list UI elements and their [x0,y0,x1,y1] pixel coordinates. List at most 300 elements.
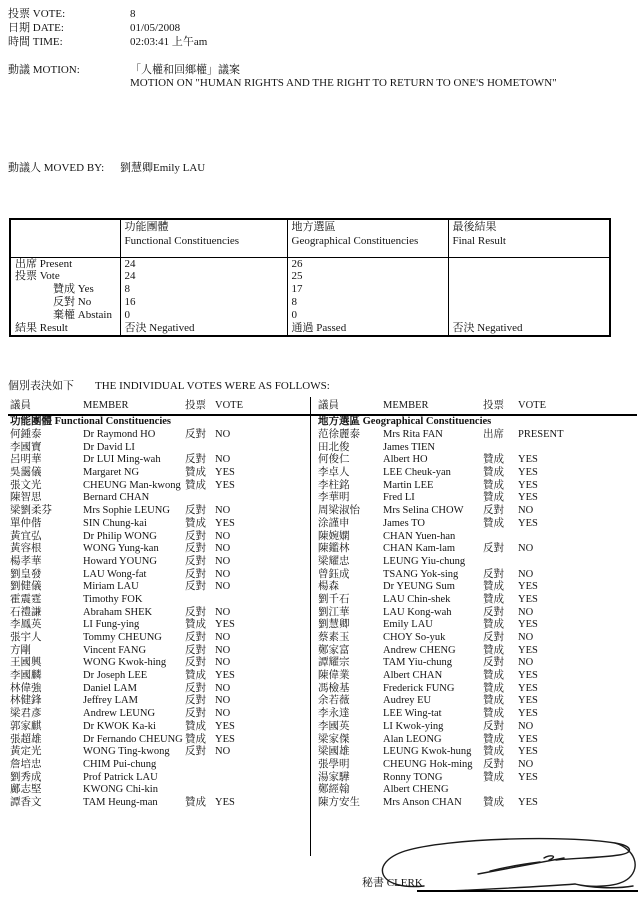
member-row [10,759,310,772]
member-name-zh: 余若薇 [318,695,350,707]
summary-cell-gc: 26 [287,257,448,270]
member-vote-zh: 反對 [185,695,206,707]
member-vote-zh: 出席 [483,429,504,440]
member-vote-zh [483,442,518,455]
member-vote-zh: 贊成 [483,644,504,656]
summary-cell-fc: 24 [120,257,287,270]
member-vote-en: YES [215,467,235,479]
member-vote-zh: 贊成 [483,492,504,504]
members-table [8,397,639,856]
member-col-header-en: MEMBER [83,400,129,411]
member-name-zh: 王國興 [10,657,42,669]
member-name-zh: 林健鋒 [10,695,42,707]
member-vote-en: NO [215,606,231,618]
member-row [318,759,639,772]
member-name-zh: 霍震霆 [10,593,42,605]
member-name-en: Bernard CHAN [83,492,150,504]
member-name-en: KWONG Chi-kin [83,784,158,796]
member-name-en: Albert CHAN [383,670,443,682]
member-name-en: CHIM Pui-chung [83,758,157,770]
date-label: 日期 DATE: [8,22,64,34]
member-name-en: Martin LEE [383,479,434,491]
member-vote-en: NO [215,454,231,466]
member-name-zh: 田北俊 [318,441,350,453]
member-name-zh: 劉慧卿 [318,619,350,631]
member-name-zh: 鄭家富 [318,644,350,656]
member-row [10,746,310,759]
member-row [10,429,310,442]
member-row [318,734,639,747]
geographical-members-list [318,429,639,810]
member-vote-en: NO [215,682,231,694]
summary-cell-gc: 25 [287,270,448,283]
member-vote-en [215,784,310,797]
member-row [10,670,310,683]
member-row [318,518,639,531]
member-vote-en [215,759,310,772]
member-row [10,632,310,645]
members-header-divider [8,414,637,416]
member-row [318,721,639,734]
member-name-en: LI Fung-ying [83,619,140,631]
moved-by-label: 動議人 MOVED BY: [8,162,105,174]
member-vote-zh: 反對 [185,746,206,758]
member-row [318,543,639,556]
member-name-zh: 馮檢基 [318,682,350,694]
summary-header-final: 最後結果 Final Result [448,219,610,257]
member-vote-en: YES [215,720,235,732]
member-vote-en: NO [215,543,231,555]
member-col-header-zh: 議員 [10,400,31,411]
member-row [318,581,639,594]
member-vote-en: NO [518,543,534,555]
member-name-zh: 陳鑑林 [318,543,350,555]
member-vote-en: YES [518,593,538,605]
date-value: 01/05/2008 [130,22,181,34]
member-vote-en [518,784,639,797]
summary-row [10,283,610,296]
member-vote-zh: 贊成 [483,467,504,479]
member-vote-en: NO [215,632,231,643]
member-vote-zh: 反對 [185,543,206,555]
member-row [10,797,310,810]
member-vote-zh: 贊成 [483,695,504,707]
member-vote-en: YES [518,746,538,758]
member-vote-zh: 反對 [185,657,206,669]
member-vote-en [215,594,310,607]
member-vote-en: YES [518,733,538,745]
member-vote-en: YES [518,771,538,783]
member-vote-en: YES [518,479,538,491]
motion-title [130,64,557,90]
member-name-en: Dr Fernando CHEUNG [83,733,183,745]
member-name-en: LEE Cheuk-yan [383,467,451,479]
member-vote-en: NO [215,657,231,669]
member-vote-zh: 反對 [185,581,206,593]
summary-row [10,270,610,283]
member-row [10,467,310,480]
member-vote-zh [185,759,215,772]
member-name-en: Vincent FANG [83,644,147,656]
member-name-zh: 陳智思 [10,492,42,504]
section-title-functional: 功能團體 Functional Constituencies [10,416,172,427]
member-row [10,480,310,493]
member-vote-en: YES [215,796,235,808]
summary-header-row [10,219,610,257]
member-row [10,492,310,505]
summary-row [10,296,610,309]
summary-cell-final [448,296,610,309]
member-name-en: Albert HO [383,454,428,466]
member-vote-en: NO [518,758,534,770]
member-name-en: Miriam LAU [83,581,139,593]
member-vote-zh: 贊成 [483,670,504,682]
member-name-zh: 李國寶 [10,441,42,453]
member-name-en: Dr David LI [83,441,135,453]
member-name-zh: 詹培忠 [10,758,42,770]
member-row [318,454,639,467]
member-vote-zh: 反對 [483,720,504,732]
summary-row-label: 棄權 Abstain [53,309,112,322]
member-vote-zh: 贊成 [185,720,206,732]
member-name-zh: 劉千石 [318,593,350,605]
member-vote-en: YES [518,517,538,529]
functional-members-list [10,429,310,810]
member-row [10,505,310,518]
members-right-header [318,397,639,414]
member-vote-zh [483,556,518,569]
member-name-zh: 李鳳英 [10,619,42,631]
member-name-zh: 陳偉業 [318,670,350,682]
member-name-en: Tommy CHEUNG [83,632,162,643]
member-row [318,480,639,493]
member-name-en: Fred LI [383,492,415,504]
member-vote-en: YES [215,517,235,529]
member-vote-en: NO [215,429,231,440]
member-name-en: Mrs Selina CHOW [383,505,464,517]
member-row [318,531,639,544]
member-row [318,505,639,518]
time-row [8,35,207,49]
member-vote-zh: 贊成 [185,796,206,808]
summary-header-empty [10,219,120,257]
member-col-header-en: MEMBER [383,400,429,411]
member-row [10,442,310,455]
member-vote-zh [185,594,215,607]
member-name-en: Dr Raymond HO [83,429,156,440]
members-left-header [10,397,310,414]
member-vote-zh [483,784,518,797]
member-vote-en [518,531,639,544]
moved-by-value: 劉慧卿Emily LAU [120,162,206,174]
member-row [10,708,310,721]
member-row [318,708,639,721]
summary-row-label: 結果 Result [15,322,68,335]
member-name-zh: 林偉強 [10,682,42,694]
member-vote-zh [185,442,215,455]
member-vote-en: YES [518,670,538,682]
member-vote-en: YES [518,581,538,593]
member-name-en: LAU Chin-shek [383,593,451,605]
member-name-en: James TIEN [383,441,436,453]
summary-cell-gc: 0 [287,309,448,322]
member-name-zh: 譚耀宗 [318,657,350,669]
member-name-zh: 石禮謙 [10,606,42,618]
member-name-en: Mrs Anson CHAN [383,796,462,808]
member-name-zh: 蔡素玉 [318,632,350,643]
member-name-en: Frederick FUNG [383,682,455,694]
vote-col-header-zh: 投票 [483,400,504,411]
member-name-zh: 呂明華 [10,454,42,466]
vote-info-block [8,7,207,49]
member-vote-zh: 反對 [185,555,206,567]
member-vote-en [215,772,310,785]
member-vote-zh: 反對 [483,543,504,555]
motion-block [8,64,557,90]
member-name-en: TSANG Yok-sing [383,568,459,580]
motion-title-en: MOTION ON "HUMAN RIGHTS AND THE RIGHT TO RETURN TO ONE'S HOMETOWN" [130,77,557,89]
member-vote-en: YES [518,454,538,466]
member-name-zh: 劉秀成 [10,771,42,783]
vote-col-header-zh: 投票 [185,400,206,411]
member-vote-zh: 反對 [185,568,206,580]
member-row [10,531,310,544]
summary-cell-fc: 0 [120,309,287,322]
member-name-en: Dr Philip WONG [83,530,157,542]
member-name-zh: 劉皇發 [10,568,42,580]
member-row [318,683,639,696]
member-vote-en: YES [518,492,538,504]
member-name-en: CHAN Yuen-han [383,530,456,542]
summary-cell-final [448,257,610,270]
member-name-en: Abraham SHEK [83,606,153,618]
member-vote-zh [185,492,215,505]
member-name-en: CHAN Kam-lam [383,543,456,555]
member-name-en: LEUNG Kwok-hung [383,746,472,758]
member-vote-en: NO [518,568,534,580]
member-col-header-zh: 議員 [318,400,339,411]
member-vote-zh: 贊成 [185,619,206,631]
member-row [318,657,639,670]
member-name-zh: 張學明 [318,758,350,770]
member-row [318,607,639,620]
summary-cell-fc: 24 [120,270,287,283]
summary-row-label: 贊成 Yes [53,283,94,296]
motion-label: 動議 MOTION: [8,64,80,76]
member-name-zh: 郭家麒 [10,720,42,732]
member-row [10,607,310,620]
member-vote-zh [483,531,518,544]
summary-header-geographical: 地方選區 Geographical Constituencies [287,219,448,257]
member-name-zh: 單仲偕 [10,517,42,529]
member-row [318,645,639,658]
summary-cell-final [448,309,610,322]
functional-constituencies-column [8,397,310,856]
member-vote-zh: 反對 [483,568,504,580]
member-name-zh: 何俊仁 [318,454,350,466]
member-name-zh: 鄭經翰 [318,784,350,796]
member-vote-zh: 贊成 [185,479,206,491]
member-name-en: WONG Kwok-hing [83,657,167,669]
moved-by-block [8,162,205,175]
member-vote-en: YES [518,682,538,694]
member-name-en: TAM Yiu-chung [383,657,453,669]
member-name-en: Andrew LEUNG [83,708,156,720]
member-name-zh: 梁君彥 [10,708,42,720]
member-name-zh: 李卓人 [318,467,350,479]
vote-number-row [8,7,207,21]
member-name-en: CHEUNG Hok-ming [383,758,473,770]
member-vote-en: YES [215,479,235,491]
member-row [10,721,310,734]
member-name-en: Ronny TONG [383,771,443,783]
member-name-en: LAU Kong-wah [383,606,452,618]
member-name-en: Alan LEONG [383,733,442,745]
member-vote-zh: 反對 [483,758,504,770]
clerk-label: 秘書 CLERK [362,877,423,889]
member-vote-en: YES [215,619,235,631]
member-vote-en: YES [215,670,235,682]
member-row [318,429,639,442]
member-vote-zh: 贊成 [483,682,504,694]
date-row [8,21,207,35]
member-vote-en: NO [215,581,231,593]
member-name-en: LEUNG Yiu-chung [383,555,466,567]
member-name-zh: 張超雄 [10,733,42,745]
member-row [10,518,310,531]
summary-row-label: 反對 No [53,296,92,309]
member-row [10,543,310,556]
member-row [318,619,639,632]
summary-row [10,322,610,336]
member-vote-zh: 贊成 [483,746,504,758]
member-name-en: Prof Patrick LAU [83,771,158,783]
member-vote-en: NO [215,644,231,656]
member-row [318,569,639,582]
member-name-zh: 方剛 [10,644,31,656]
member-name-en: Audrey EU [383,695,432,707]
member-name-zh: 周梁淑怡 [318,505,360,517]
vote-number-label: 投票 VOTE: [8,8,66,20]
member-vote-en: NO [518,720,534,732]
member-vote-en: YES [518,644,538,656]
member-row [318,442,639,455]
member-name-zh: 楊孝華 [10,555,42,567]
member-name-en: WONG Yung-kan [83,543,159,555]
member-vote-en: NO [518,657,534,669]
member-row [10,594,310,607]
member-vote-zh: 反對 [185,682,206,694]
member-name-en: LAU Wong-fat [83,568,147,580]
member-vote-en: PRESENT [518,429,564,440]
member-vote-zh: 反對 [185,505,206,517]
member-row [10,454,310,467]
vote-number-value: 8 [130,8,136,20]
member-name-en: LEE Wing-tat [383,708,442,720]
individual-votes-caption [8,380,330,393]
member-vote-en: NO [215,555,231,567]
member-name-en: Margaret NG [83,467,140,479]
member-name-zh: 李國麟 [10,670,42,682]
member-row [318,492,639,505]
motion-title-zh: 「人權和回鄉權」議案 [130,64,240,76]
member-vote-zh: 反對 [483,632,504,643]
summary-header-functional: 功能團體 Functional Constituencies [120,219,287,257]
member-vote-en: NO [518,632,534,643]
summary-table [9,218,611,337]
member-vote-zh: 贊成 [185,467,206,479]
member-name-zh: 何鍾泰 [10,429,42,440]
member-vote-en: NO [518,606,534,618]
member-name-zh: 梁家傑 [318,733,350,745]
member-name-en: CHEUNG Man-kwong [83,479,181,491]
member-vote-zh: 贊成 [185,670,206,682]
member-vote-en: YES [518,708,538,720]
member-row [10,556,310,569]
member-name-zh: 范徐麗泰 [318,429,360,440]
member-vote-en [518,442,639,455]
summary-row-label: 出席 Present [15,257,73,270]
member-name-zh: 李柱銘 [318,479,350,491]
summary-cell-gc: 8 [287,296,448,309]
time-label: 時間 TIME: [8,36,63,48]
member-row [10,772,310,785]
member-vote-zh: 贊成 [483,517,504,529]
vote-col-header-en: VOTE [518,400,546,411]
member-name-zh: 黃定光 [10,746,42,758]
member-vote-zh: 反對 [483,657,504,669]
member-name-en: Jeffrey LAM [83,695,138,707]
member-name-en: Emily LAU [383,619,433,631]
member-row [318,695,639,708]
member-name-en: SIN Chung-kai [83,517,147,529]
member-row [10,657,310,670]
member-name-zh: 涂謹申 [318,517,350,529]
member-name-en: Mrs Sophie LEUNG [83,505,170,517]
summary-row [10,257,610,270]
member-vote-zh: 反對 [185,454,206,466]
individual-votes-caption-en: THE INDIVIDUAL VOTES WERE AS FOLLOWS: [95,380,330,392]
member-vote-en: YES [215,733,235,745]
member-vote-zh: 贊成 [483,733,504,745]
member-name-zh: 曾鈺成 [318,568,350,580]
member-vote-zh: 贊成 [483,619,504,631]
summary-cell-fc: 16 [120,296,287,309]
member-vote-zh [185,772,215,785]
member-row [318,594,639,607]
member-row [10,695,310,708]
member-vote-zh: 反對 [185,708,206,720]
member-row [318,556,639,569]
summary-row [10,309,610,322]
member-row [318,784,639,797]
member-name-en: LI Kwok-ying [383,720,444,732]
member-vote-en: YES [518,796,538,808]
member-vote-zh: 反對 [185,606,206,618]
geographical-constituencies-column [310,397,639,856]
summary-cell-final [448,283,610,296]
member-row [10,734,310,747]
member-name-en: Mrs Rita FAN [383,429,443,440]
member-vote-zh: 反對 [185,644,206,656]
member-name-en: Andrew CHENG [383,644,456,656]
member-row [318,670,639,683]
member-name-en: Howard YOUNG [83,555,157,567]
member-row [10,569,310,582]
summary-cell-gc: 17 [287,283,448,296]
member-vote-en: NO [215,695,231,707]
member-name-en: James TO [383,517,425,529]
